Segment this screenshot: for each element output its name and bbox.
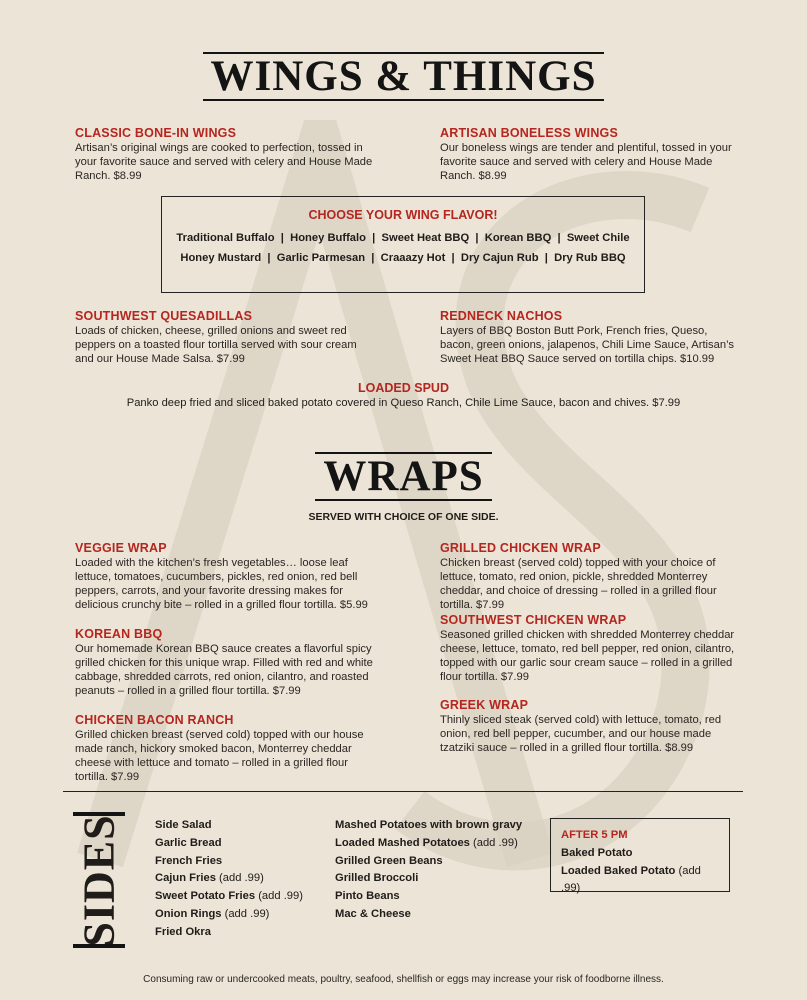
after-5pm-box xyxy=(550,818,730,895)
menu-item-southwest-quesadillas xyxy=(75,309,375,366)
side-item: Sweet Potato Fries (add .99) xyxy=(155,890,303,903)
sides-divider xyxy=(63,791,743,792)
wraps-section-title: WRAPS xyxy=(0,452,807,501)
item-name: CLASSIC BONE-IN WINGS xyxy=(75,126,237,140)
menu-item-artisan-boneless-wings xyxy=(440,126,740,183)
menu-item-redneck-nachos xyxy=(440,309,744,366)
item-name: SOUTHWEST QUESADILLAS xyxy=(75,309,253,323)
item-description: Chicken breast (served cold) topped with your choice of lettuce, tomato, red onion, pickle, shredded Monterrey cheddar, and choice of dressing – rolled in a grilled flour tortilla. $7.99 xyxy=(440,557,717,611)
side-item: Garlic Bread xyxy=(155,836,222,849)
item-name: GREEK WRAP xyxy=(440,698,529,712)
menu-item-loaded-spud xyxy=(0,381,807,410)
wing-flavor-box xyxy=(161,196,645,293)
item-description: Grilled chicken breast (served cold) topped with our house made ranch, hickory smoked bacon, Monterrey cheddar cheese with lettuce and tomato – rolled in a grilled flour tortilla. $7.99 xyxy=(75,729,364,783)
side-item: Cajun Fries (add .99) xyxy=(155,872,264,885)
item-name: REDNECK NACHOS xyxy=(440,309,563,323)
side-item: Mac & Cheese xyxy=(335,907,411,920)
side-item: Mashed Potatoes with brown gravy xyxy=(335,819,523,831)
menu-item-grilled-chicken-wrap xyxy=(440,541,740,612)
item-description: Our homemade Korean BBQ sauce creates a flavorful spicy grilled chicken for this unique wrap. Filled with red and white cabbage, shredded carrots, red onion, cilantro, and roasted peanuts – rolled in a grilled flour tortilla. $7.99 xyxy=(75,643,373,697)
side-item: Loaded Baked Potato (add .99) xyxy=(561,864,701,895)
side-item: Baked Potato xyxy=(561,846,633,859)
side-item: Loaded Mashed Potatoes (add .99) xyxy=(335,836,518,849)
item-description: Loads of chicken, cheese, grilled onions and sweet red peppers on a toasted flour tortilla served with sour cream and our House Made Salsa. $7.99 xyxy=(75,325,357,365)
sides-section-title: SIDES xyxy=(74,813,124,947)
side-item: Grilled Broccoli xyxy=(335,872,419,885)
side-item: French Fries xyxy=(155,854,223,867)
item-description: Layers of BBQ Boston Butt Pork, French fries, Queso, bacon, green onions, jalapenos, Chili Lime Sauce, Artisan’s Sweet Heat BBQ Sauce served on tortilla chips. $10.99 xyxy=(440,325,734,365)
item-name: LOADED SPUD xyxy=(358,381,449,395)
side-item: Pinto Beans xyxy=(335,890,400,903)
item-description: Seasoned grilled chicken with shredded Monterrey cheddar cheese, lettuce, tomato, red bell pepper, red onion, cilantro, topped with our garlic sour cream sauce – rolled in a grilled flour tortilla. $7.99 xyxy=(440,629,735,683)
menu-item-korean-bbq xyxy=(75,627,373,698)
item-name: ARTISAN BONELESS WINGS xyxy=(440,126,619,140)
wraps-subtitle: SERVED WITH CHOICE OF ONE SIDE. xyxy=(308,511,499,523)
wings-section-title: WINGS & THINGS xyxy=(0,52,807,101)
wing-flavor-list-1: Traditional Buffalo | Honey Buffalo | Sweet Heat BBQ | Korean BBQ | Sweet Chile xyxy=(176,232,630,244)
side-item: Grilled Green Beans xyxy=(335,854,443,867)
sides-list-1 xyxy=(155,817,303,942)
menu-item-veggie-wrap xyxy=(75,541,373,612)
wing-flavor-title: CHOOSE YOUR WING FLAVOR! xyxy=(308,208,498,222)
item-description: Panko deep fried and sliced baked potato covered in Queso Ranch, Chile Lime Sauce, bacon and chives. $7.99 xyxy=(126,397,681,409)
wing-flavor-list-2: Honey Mustard | Garlic Parmesan | Craaazy Hot | Dry Cajun Rub | Dry Rub BBQ xyxy=(180,252,626,264)
item-name: VEGGIE WRAP xyxy=(75,541,167,555)
item-description: Thinly sliced steak (served cold) with lettuce, tomato, red onion, red bell pepper, cucumber, and our house made tzatziki sauce – rolled in a grilled flour tortilla. $8.99 xyxy=(440,714,722,754)
item-name: KOREAN BBQ xyxy=(75,627,163,641)
sides-list-2 xyxy=(335,817,522,924)
foodborne-illness-disclaimer: Consuming raw or undercooked meats, poultry, seafood, shellfish or eggs may increase your risk of foodborne illness. xyxy=(143,974,664,985)
item-description: Artisan’s original wings are cooked to perfection, tossed in your favorite sauce and served with celery and House Made Ranch. $8.99 xyxy=(75,142,373,182)
side-item: Fried Okra xyxy=(155,925,211,938)
after-5pm-title: AFTER 5 PM xyxy=(561,829,628,841)
menu-item-southwest-chicken-wrap xyxy=(440,613,740,684)
item-description: Loaded with the kitchen’s fresh vegetables… loose leaf lettuce, tomatoes, cucumbers, pickles, red onion, red bell peppers, carrots, and your favorite dressing makes for delicious crunchy bite – rolled in a grilled flour tortilla. $5.99 xyxy=(75,557,368,611)
side-item: Side Salad xyxy=(155,819,212,831)
menu-item-chicken-bacon-ranch xyxy=(75,713,373,784)
item-name: CHICKEN BACON RANCH xyxy=(75,713,234,727)
menu-item-classic-bone-in-wings xyxy=(75,126,375,183)
menu-item-greek-wrap xyxy=(440,698,740,755)
item-description: Our boneless wings are tender and plentiful, tossed in your favorite sauce and served with celery and House Made Ranch. $8.99 xyxy=(440,142,732,182)
item-name: SOUTHWEST CHICKEN WRAP xyxy=(440,613,627,627)
side-item: Onion Rings (add .99) xyxy=(155,907,270,920)
item-name: GRILLED CHICKEN WRAP xyxy=(440,541,601,555)
